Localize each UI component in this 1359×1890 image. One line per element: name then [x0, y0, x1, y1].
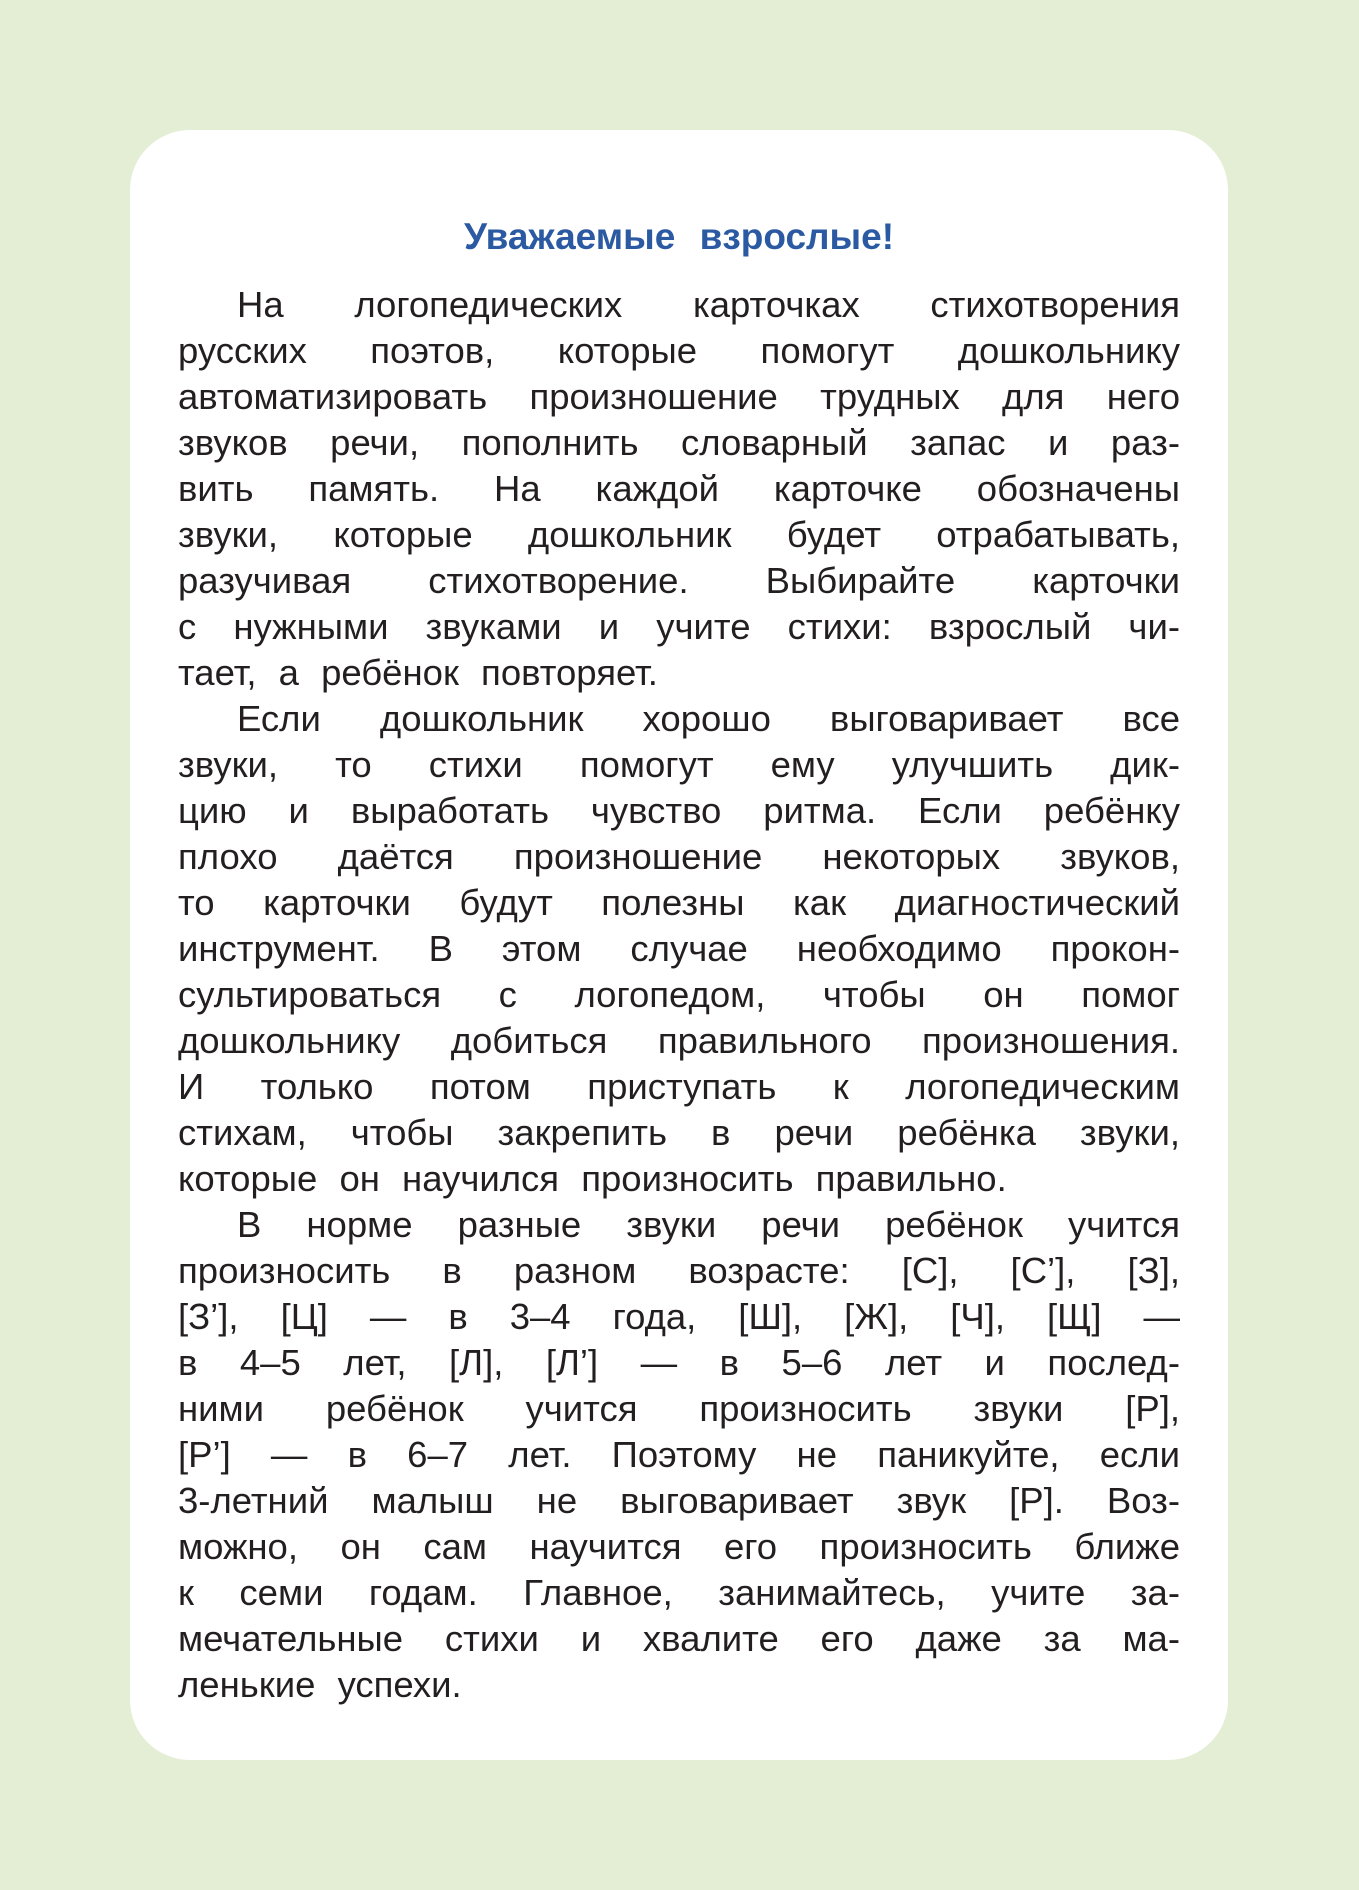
text-line: Если дошкольник хорошо выговаривает все	[237, 698, 1180, 739]
text-line: В норме разные звуки речи ребёнок учится	[237, 1204, 1180, 1245]
text-line: [З’], [Ц] — в 3–4 года, [Ш], [Ж], [Ч], [Щ] —	[178, 1296, 1180, 1337]
text-line: разучивая стихотворение. Выбирайте карточки	[178, 560, 1180, 601]
text-line: На логопедических карточках стихотворения	[237, 284, 1180, 325]
text-line: 3-летний малыш не выговаривает звук [Р]. Воз-	[178, 1480, 1180, 1521]
text-line: произносить в разном возрасте: [С], [С’], [З],	[178, 1250, 1180, 1291]
text-line: мечательные стихи и хвалите его даже за ма-	[178, 1618, 1180, 1659]
text-line: автоматизировать произношение трудных для него	[178, 376, 1180, 417]
paragraph-2	[178, 696, 1180, 1202]
text-line: с нужными звуками и учите стихи: взрослый чи-	[178, 606, 1180, 647]
text-line: вить память. На каждой карточке обозначены	[178, 468, 1180, 509]
text-line: русских поэтов, которые помогут дошкольнику	[178, 330, 1180, 371]
paragraph-3	[178, 1202, 1180, 1708]
text-line: плохо даётся произношение некоторых звуков,	[178, 836, 1180, 877]
text-line: в 4–5 лет, [Л], [Л’] — в 5–6 лет и послед-	[178, 1342, 1180, 1383]
text-line: дошкольнику добиться правильного произношения.	[178, 1020, 1180, 1061]
text-line: тает, а ребёнок повторяет.	[178, 652, 658, 693]
text-line: звуки, которые дошкольник будет отрабатывать,	[178, 514, 1180, 555]
text-line: которые он научился произносить правильно.	[178, 1158, 1007, 1199]
text-line: И только потом приступать к логопедическим	[178, 1066, 1180, 1107]
content-card	[130, 130, 1228, 1760]
text-line: стихам, чтобы закрепить в речи ребёнка звуки,	[178, 1112, 1180, 1153]
text-line: инструмент. В этом случае необходимо прокон-	[178, 928, 1180, 969]
text-line: то карточки будут полезны как диагностический	[178, 882, 1180, 923]
page-title: Уважаемые взрослые!	[463, 216, 895, 257]
text-line: звуков речи, пополнить словарный запас и раз-	[178, 422, 1180, 463]
text-line: звуки, то стихи помогут ему улучшить дик-	[178, 744, 1180, 785]
text-line: ленькие успехи.	[178, 1664, 462, 1705]
text-line: сультироваться с логопедом, чтобы он помог	[178, 974, 1180, 1015]
text-line: цию и выработать чувство ритма. Если ребёнку	[178, 790, 1180, 831]
paragraph-1	[178, 282, 1180, 696]
text-line: можно, он сам научится его произносить ближе	[178, 1526, 1180, 1567]
body-text	[178, 282, 1180, 1708]
text-line: ними ребёнок учится произносить звуки [Р],	[178, 1388, 1180, 1429]
text-line: к семи годам. Главное, занимайтесь, учите за-	[178, 1572, 1180, 1613]
text-line: [Р’] — в 6–7 лет. Поэтому не паникуйте, если	[178, 1434, 1180, 1475]
